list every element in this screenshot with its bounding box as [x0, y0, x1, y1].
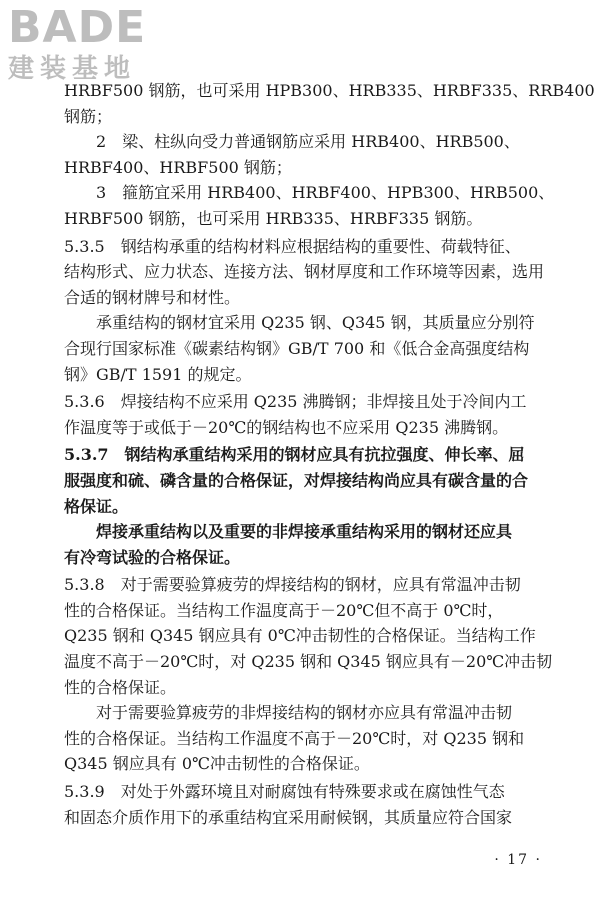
text-line: 和固态介质作用下的承重结构宜采用耐候钢，其质量应符合国家 — [64, 807, 513, 827]
text-line: 温度不高于－20℃时，对 Q235 钢和 Q345 钢应具有－20℃冲击韧 — [64, 652, 553, 672]
text-line: HRBF500 钢筋，也可采用 HRB335、HRBF335 钢筋。 — [64, 208, 483, 228]
text-line: 性的合格保证。 — [64, 677, 177, 697]
text-line: Q345 钢应具有 0℃冲击韧性的合格保证。 — [64, 754, 370, 774]
page-number: · 17 · — [494, 852, 542, 868]
text-line: 合适的钢材牌号和材性。 — [64, 287, 241, 307]
text-line: 钢》GB/T 1591 的规定。 — [64, 364, 252, 384]
clause-5-3-6: 5.3.6 焊接结构不应采用 Q235 沸腾钢；非焊接且处于冷间内工 — [64, 392, 527, 412]
list-item-2: 2 梁、柱纵向受力普通钢筋应采用 HRB400、HRB500、 — [96, 132, 520, 152]
text-line: 钢筋； — [64, 106, 113, 126]
list-item-3: 3 箍筋宜采用 HRB400、HRBF400、HPB300、HRB500、 — [96, 183, 555, 203]
clause-5-3-5: 5.3.5 钢结构承重的结构材料应根据结构的重要性、荷载特征、 — [64, 236, 521, 256]
text-line: 结构形式、应力状态、连接方法、钢材厚度和工作环境等因素，选用 — [64, 262, 545, 282]
text-line: 服强度和硫、磷含量的合格保证，对焊接结构尚应具有碳含量的合 — [64, 470, 529, 490]
text-line: 性的合格保证。当结构工作温度高于－20℃但不高于 0℃时， — [64, 600, 504, 620]
clause-5-3-7: 5.3.7 钢结构承重结构采用的钢材应具有抗拉强度、伸长率、屈 — [64, 445, 525, 465]
text-line: 有冷弯试验的合格保证。 — [64, 547, 241, 567]
clause-5-3-9: 5.3.9 对处于外露环境且对耐腐蚀有特殊要求或在腐蚀性气态 — [64, 782, 505, 802]
logo-latin-text: BADE — [8, 2, 147, 53]
clause-5-3-8: 5.3.8 对于需要验算疲劳的焊接结构的钢材，应具有常温冲击韧 — [64, 575, 521, 595]
text-line: 格保证。 — [64, 496, 129, 516]
paragraph-start: 焊接承重结构以及重要的非焊接承重结构采用的钢材还应具 — [96, 522, 513, 542]
text-line: 性的合格保证。当结构工作温度不高于－20℃时，对 Q235 钢和 — [64, 728, 525, 748]
document-body — [64, 78, 595, 830]
text-line: HRBF400、HRBF500 钢筋； — [64, 157, 292, 177]
paragraph-start: 承重结构的钢材宜采用 Q235 钢、Q345 钢，其质量应分别符 — [96, 313, 535, 333]
paragraph-start: 对于需要验算疲劳的非焊接结构的钢材亦应具有常温冲击韧 — [96, 703, 513, 723]
text-line: 作温度等于或低于－20℃的钢结构也不应采用 Q235 沸腾钢。 — [64, 417, 509, 437]
site-logo — [8, 4, 146, 84]
text-line: HRBF500 钢筋，也可采用 HPB300、HRB335、HRBF335、RRB400 — [64, 81, 595, 100]
logo-chinese-text: 建装基地 — [8, 54, 137, 84]
text-line: 合现行国家标准《碳素结构钢》GB/T 700 和《低合金高强度结构 — [64, 338, 530, 358]
text-line: Q235 钢和 Q345 钢应具有 0℃冲击韧性的合格保证。当结构工作 — [64, 626, 536, 646]
